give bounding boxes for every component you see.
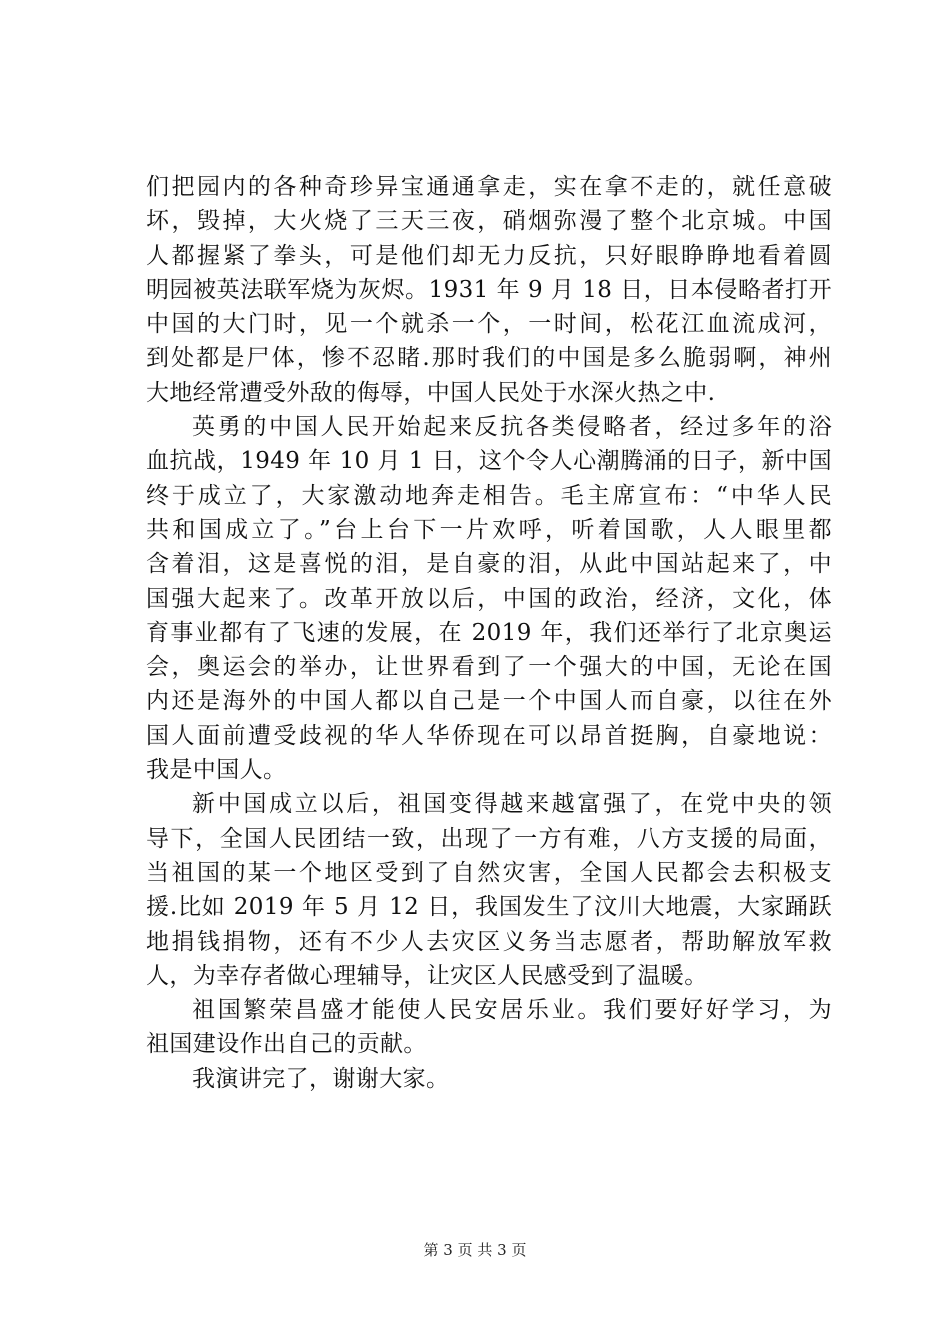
text-line: 祖国繁荣昌盛才能使人民安居乐业。我们要好好学习，为	[192, 997, 832, 1024]
text-line: 大地经常遭受外敌的侮辱，中国人民处于水深火热之中.	[146, 379, 716, 406]
paragraph	[146, 1062, 832, 1096]
text-line: 当祖国的某一个地区受到了自然灾害，全国人民都会去积极支	[146, 859, 832, 886]
text-line: 到处都是尸体，惨不忍睹.那时我们的中国是多么脆弱啊，神州	[146, 345, 832, 372]
text-line: 共和国成立了。”台上台下一片欢呼，听着国歌，人人眼里都	[146, 516, 832, 543]
body-text	[146, 170, 832, 1096]
page-number-footer: 第 3 页 共 3 页	[423, 1241, 527, 1259]
text-line: 终于成立了，大家激动地奔走相告。毛主席宣布：“中华人民	[146, 482, 832, 509]
text-line: 援.比如 2019 年 5 月 12 日，我国发生了汶川大地震，大家踊跃	[146, 894, 832, 921]
paragraph	[146, 787, 832, 993]
text-line: 中国的大门时，见一个就杀一个，一时间，松花江血流成河，	[146, 311, 832, 338]
text-line: 导下，全国人民团结一致，出现了一方有难，八方支援的局面，	[146, 825, 832, 852]
text-line: 国人面前遭受歧视的华人华侨现在可以昂首挺胸，自豪地说：	[146, 722, 832, 749]
text-line: 地捐钱捐物，还有不少人去灾区义务当志愿者，帮助解放军救	[146, 928, 832, 955]
text-line: 我演讲完了，谢谢大家。	[192, 1065, 450, 1092]
text-line: 坏，毁掉，大火烧了三天三夜，硝烟弥漫了整个北京城。中国	[146, 208, 832, 235]
text-line: 人都握紧了拳头，可是他们却无力反抗，只好眼睁睁地看着圆	[146, 242, 832, 269]
text-line: 育事业都有了飞速的发展，在 2019 年，我们还举行了北京奥运	[146, 619, 832, 646]
text-line: 新中国成立以后，祖国变得越来越富强了，在党中央的领	[192, 791, 832, 818]
text-line: 内还是海外的中国人都以自己是一个中国人而自豪，以往在外	[146, 688, 832, 715]
paragraph	[146, 410, 832, 787]
text-line: 含着泪，这是喜悦的泪，是自豪的泪，从此中国站起来了，中	[146, 551, 832, 578]
text-line: 人，为幸存者做心理辅导，让灾区人民感受到了温暖。	[146, 962, 708, 989]
text-line: 英勇的中国人民开始起来反抗各类侵略者，经过多年的浴	[192, 414, 832, 441]
text-line: 会，奥运会的举办，让世界看到了一个强大的中国，无论在国	[146, 654, 832, 681]
paragraph	[146, 170, 832, 410]
text-line: 祖国建设作出自己的贡献。	[146, 1031, 427, 1058]
text-line: 国强大起来了。改革开放以后，中国的政治，经济，文化，体	[146, 585, 832, 612]
text-line: 血抗战，1949 年 10 月 1 日，这个令人心潮腾涌的日子，新中国	[146, 448, 832, 475]
text-line: 们把园内的各种奇珍异宝通通拿走，实在拿不走的，就任意破	[146, 174, 832, 200]
text-line: 我是中国人。	[146, 757, 287, 784]
text-line: 明园被英法联军烧为灰烬。1931 年 9 月 18 日，日本侵略者打开	[146, 276, 832, 303]
paragraph	[146, 993, 832, 1062]
